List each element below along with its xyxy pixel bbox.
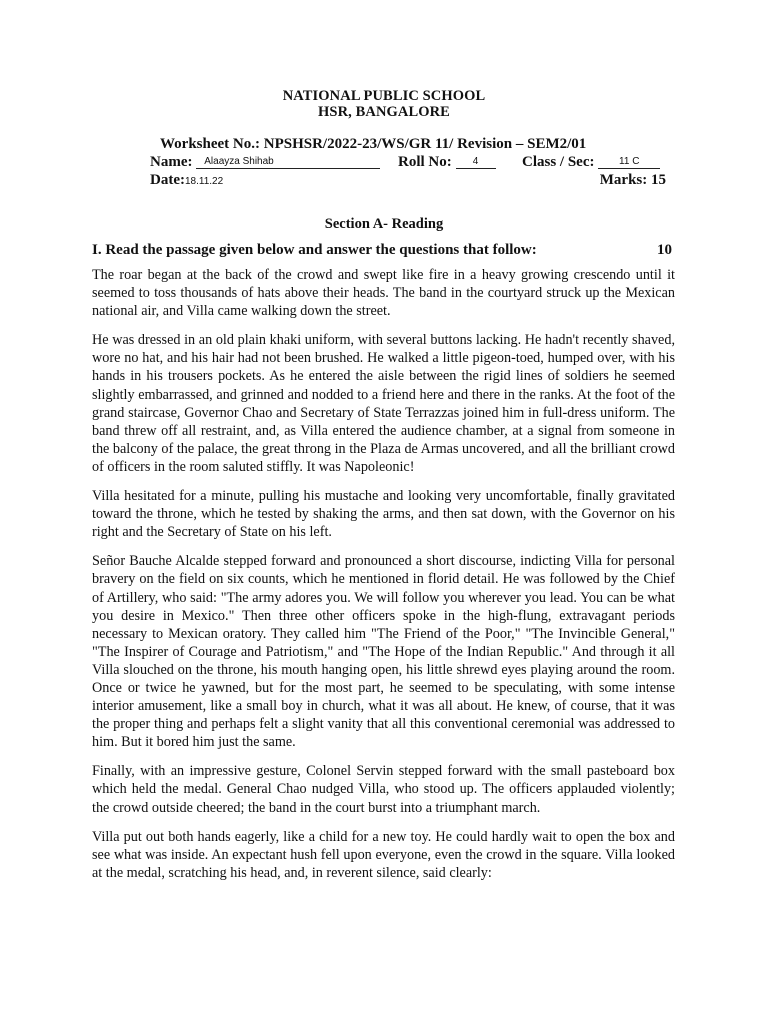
passage-paragraph: Finally, with an impressive gesture, Colonel Servin stepped forward with the small pasteboard box which held the medal. General Chao nudged Villa, who stood up. The officers applauded violently; the crowd outside cheered; the band in the court burst into a triumphant march. (92, 763, 675, 816)
roll-value: 4 (456, 155, 496, 169)
name-label: Name: (150, 154, 193, 170)
date-value: 18.11.22 (184, 176, 224, 187)
question-marks: 10 (657, 242, 672, 258)
worksheet-number: Worksheet No.: NPSHSR/2022-23/WS/GR 11/ Revision – SEM2/01 (160, 136, 587, 152)
date-label: Date: (150, 172, 185, 188)
roll-label: Roll No: (398, 154, 452, 170)
date-field (150, 172, 223, 189)
name-field (150, 154, 380, 171)
total-marks: Marks: 15 (599, 172, 666, 188)
school-city: HSR, BANGALORE (318, 104, 450, 120)
class-field (522, 154, 660, 171)
school-name: NATIONAL PUBLIC SCHOOL (282, 88, 486, 104)
passage-paragraph: Villa put out both hands eagerly, like a child for a new toy. He could hardly wait to open the box and see what was inside. An expectant hush fell upon everyone, even the crowd in the square. Villa looked at the medal, scratching his head, and, in reverent silence, said clearly: (92, 828, 675, 881)
name-value: Alaayza Shihab (196, 155, 380, 169)
question-heading (92, 242, 672, 259)
passage-paragraph: The roar began at the back of the crowd and swept like fire in a heavy growing crescendo until it seemed to toss thousands of hats above their heads. The band in the courtyard struck up the Mexican national air, and Villa came walking down the street. (92, 267, 675, 320)
section-title: Section A- Reading (324, 216, 444, 232)
class-value: 11 C (598, 155, 660, 169)
reading-passage (92, 266, 675, 893)
passage-paragraph: Señor Bauche Alcalde stepped forward and pronounced a short discourse, indicting Villa for personal bravery on the field on six counts, which he mentioned in florid detail. He was followed by the Chief of Artillery, who said: "The army adores you. We will follow you wherever you lead. You can be what you desire in Mexico." Then three other officers spoke in the high-flung, extravagant periods necessary to Mexican oratory. They called him "The Friend of the Poor," "The Invincible General," "The Inspirer of Courage and Patriotism," and "The Hope of the Indian Republic." And through it all Villa slouched on the throne, his mouth hanging open, his little shrewd eyes playing around the room. Once or twice he yawned, but for the most part, he seemed to be speculating, with some intense interior amusement, like a small boy in church, what it was all about. He knew, of course, that it was the proper thing and perhaps felt a slight vanity that all this conventional ceremonial was addressed to him. But it bored him just the same. (92, 553, 675, 751)
roll-field (398, 154, 496, 171)
passage-paragraph: Villa hesitated for a minute, pulling his mustache and looking very uncomfortable, finally gravitated toward the throne, which he tested by shaking the arms, and then sat down, with the Governor on his right and the Secretary of State on his left. (92, 488, 675, 541)
passage-paragraph: He was dressed in an old plain khaki uniform, with several buttons lacking. He hadn't recently shaved, wore no hat, and his hair had not been brushed. He walked a little pigeon-toed, humped over, with his hands in his trousers pockets. As he entered the aisle between the rigid lines of soldiers he seemed slightly embarrassed, and grinned and nodded to a friend here and there in the ranks. At the foot of the grand staircase, Governor Chao and Secretary of State Terrazzas joined him in full-dress uniform. The band threw off all restraint, and, as Villa entered the audience chamber, at a signal from someone in the balcony of the palace, the great throng in the Plaza de Armas uncovered, and all the brilliant crowd of officers in the room saluted stiffly. It was Napoleonic! (92, 332, 675, 475)
question-text: I. Read the passage given below and answer the questions that follow: (92, 242, 537, 258)
class-label: Class / Sec: (522, 154, 595, 170)
